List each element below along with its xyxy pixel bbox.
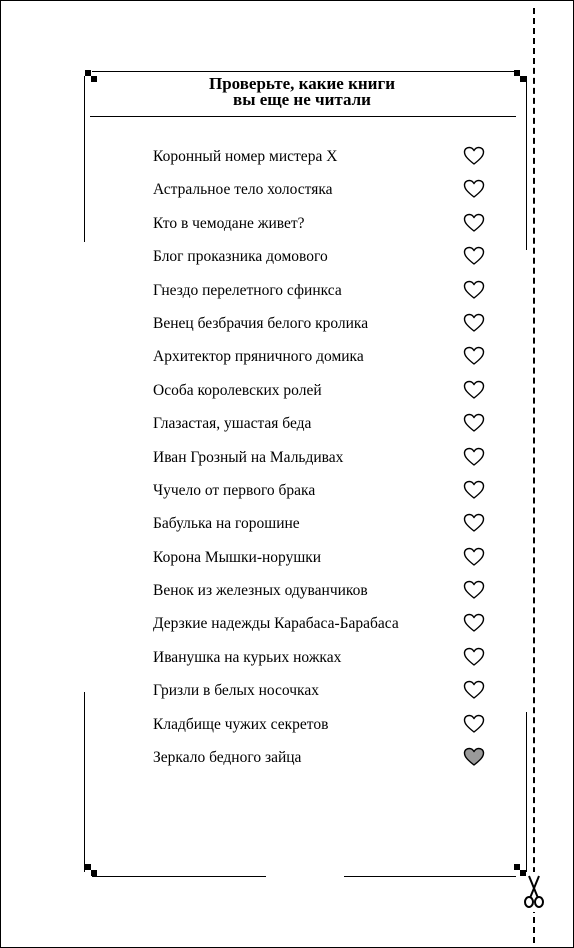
book-title: Блог проказника домового [153,248,328,266]
heart-icon[interactable] [463,580,485,600]
book-title: Венец безбрачия белого кролика [153,314,369,332]
heart-icon[interactable] [463,313,485,333]
frame-bottom-line-left [92,876,266,877]
list-item [153,145,493,178]
list-item [153,178,493,211]
book-list [153,145,493,779]
book-title: Кладбище чужих секретов [153,715,329,733]
list-item [153,212,493,245]
list-item [153,379,493,412]
heart-icon[interactable] [463,513,485,533]
frame-top-line [92,71,516,72]
list-item [153,679,493,712]
list-item [153,412,493,445]
list-item [153,512,493,545]
heart-icon[interactable] [463,447,485,467]
book-title: Архитектор пряничного домика [153,348,364,366]
list-item [153,746,493,779]
book-title: Кто в чемодане живет? [153,214,305,232]
frame-left-line-bottom [84,692,85,872]
frame-corner [520,870,526,876]
heart-icon[interactable] [463,480,485,500]
list-item [153,245,493,278]
heart-icon[interactable] [463,714,485,734]
book-title: Зеркало бедного зайца [153,749,302,767]
list-item [153,446,493,479]
list-item [153,579,493,612]
list-item [153,479,493,512]
heart-icon[interactable] [463,280,485,300]
book-title: Коронный номер мистера Х [153,148,338,165]
book-title: Дерзкие надежды Карабаса-Барабаса [153,615,399,633]
book-title: Гризли в белых носочках [153,682,319,700]
list-item [153,713,493,746]
list-item [153,612,493,645]
heart-icon[interactable] [463,413,485,433]
heart-icon[interactable] [463,146,485,166]
list-item [153,646,493,679]
title-line-1: Проверьте, какие книги [209,74,395,93]
book-title: Корона Мышки-норушки [153,548,322,566]
cut-line [533,8,535,943]
book-title: Гнездо перелетного сфинкса [153,281,342,299]
book-title: Чучело от первого брака [153,481,316,499]
heart-icon[interactable] [463,213,485,233]
title-divider [90,116,516,117]
book-title: Особа королевских ролей [153,381,322,399]
frame-left-line-top [84,76,85,242]
title-line-2: вы еще не читали [233,90,371,109]
heart-icon[interactable] [463,246,485,266]
heart-icon[interactable] [463,680,485,700]
heart-icon[interactable] [463,613,485,633]
book-title: Глазастая, ушастая беда [153,415,312,433]
heart-icon[interactable] [463,747,485,767]
list-item [153,279,493,312]
book-title: Иванушка на курьих ножках [153,648,342,666]
heart-icon[interactable] [463,547,485,567]
book-title: Венок из железных одуванчиков [153,582,368,600]
frame-right-line-top [526,76,527,250]
book-title: Бабулька на горошине [153,515,300,533]
heart-icon[interactable] [463,647,485,667]
book-title: Астральное тело холостяка [153,181,333,199]
frame-right-line-bottom [526,712,527,872]
page-title [88,76,516,108]
frame-bottom-line-right [344,876,516,877]
heart-icon[interactable] [463,380,485,400]
list-item [153,546,493,579]
book-title: Иван Грозный на Мальдивах [153,448,344,466]
list-item [153,345,493,378]
heart-icon[interactable] [463,179,485,199]
heart-icon[interactable] [463,346,485,366]
scissors-icon [522,872,546,912]
list-item [153,312,493,345]
